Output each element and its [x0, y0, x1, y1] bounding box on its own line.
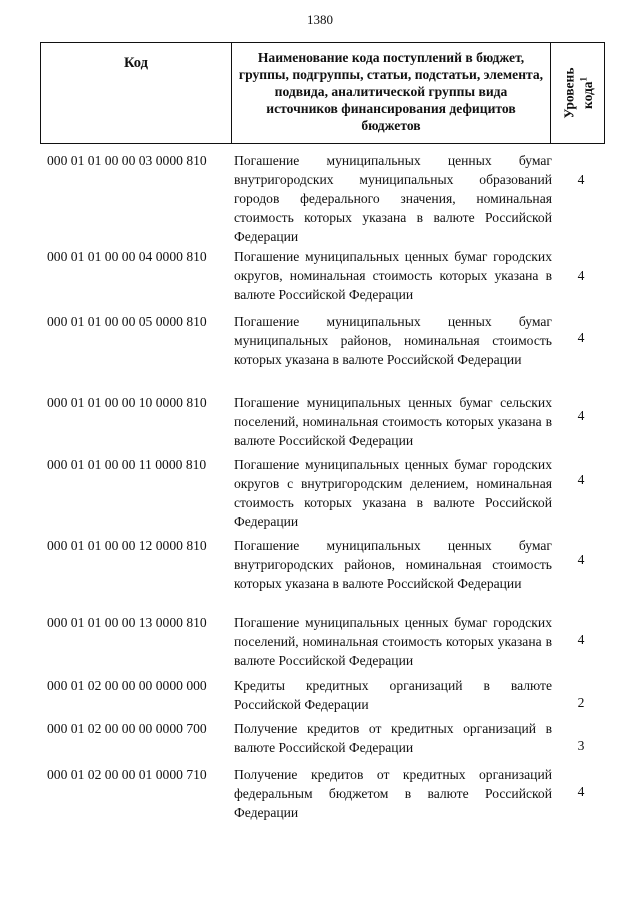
- row-code: 000 01 01 00 00 12 0000 810: [47, 538, 207, 553]
- row-code: 000 01 01 00 00 13 0000 810: [47, 615, 207, 630]
- row-level: 4: [577, 552, 585, 567]
- row-level: 4: [577, 408, 585, 423]
- row-level: 4: [577, 784, 585, 799]
- row-description: Погашение муниципальных ценных бумаг городских округов, номинальная стоимость которых указана в валюте Российской Федерации: [234, 249, 552, 302]
- header-name-cell: [232, 43, 551, 143]
- row-level: 3: [577, 738, 585, 753]
- header-level-word: Уровень: [560, 67, 576, 119]
- row-level: 4: [577, 330, 585, 345]
- row-description: Погашение муниципальных ценных бумаг городских поселений, номинальная стоимость которых указана в валюте Российской Федерации: [234, 615, 552, 668]
- row-description: Погашение муниципальных ценных бумаг муниципальных районов, номинальная стоимость которых указана в валюте Российской Федерации: [234, 314, 552, 367]
- row-code: 000 01 01 00 00 03 0000 810: [47, 153, 207, 168]
- row-description: Погашение муниципальных ценных бумаг внутригородских муниципальных образований городов федерального значения, номинальная стоимость которых указана в валюте Российской Федерации: [234, 153, 552, 244]
- header-name-label: Наименование кода поступлений в бюджет, группы, подгруппы, статьи, подстатьи, элемента, подвида, аналитической группы вида источников финансирования дефицитов бюджетов: [238, 50, 544, 133]
- table-header: [40, 42, 605, 144]
- row-level: 2: [577, 695, 585, 710]
- row-description: Получение кредитов от кредитных организаций в валюте Российской Федерации: [234, 721, 552, 755]
- header-level-footnote: 1: [577, 76, 588, 82]
- row-level: 4: [577, 632, 585, 647]
- row-code: 000 01 02 00 00 00 0000 000: [47, 678, 207, 693]
- row-description: Погашение муниципальных ценных бумаг городских округов с внутригородским делением, номинальная стоимость которых указана в валюте Российской Федерации: [234, 457, 552, 529]
- row-level: 4: [577, 472, 585, 487]
- header-level-label: [561, 68, 595, 119]
- row-code: 000 01 01 00 00 05 0000 810: [47, 314, 207, 329]
- row-code: 000 01 01 00 00 10 0000 810: [47, 395, 207, 410]
- row-description: Погашение муниципальных ценных бумаг внутригородских районов, номинальная стоимость которых указана в валюте Российской Федерации: [234, 538, 552, 591]
- row-code: 000 01 01 00 00 11 0000 810: [47, 457, 207, 472]
- row-code: 000 01 02 00 00 01 0000 710: [47, 767, 207, 782]
- row-code: 000 01 02 00 00 00 0000 700: [47, 721, 207, 736]
- header-code-cell: [41, 43, 232, 143]
- row-code: 000 01 01 00 00 04 0000 810: [47, 249, 207, 264]
- row-description: Кредиты кредитных организаций в валюте Российской Федерации: [234, 678, 552, 712]
- row-level: 4: [577, 172, 585, 187]
- row-description: Погашение муниципальных ценных бумаг сельских поселений, номинальная стоимость которых указана в валюте Российской Федерации: [234, 395, 552, 448]
- header-level-cell: [551, 43, 604, 143]
- row-description: Получение кредитов от кредитных организаций федеральным бюджетом в валюте Российской Федерации: [234, 767, 552, 820]
- header-code-label: Код: [124, 55, 148, 71]
- header-level-word2: кода: [579, 81, 595, 110]
- page-number: 1380: [307, 12, 333, 27]
- row-level: 4: [577, 268, 585, 283]
